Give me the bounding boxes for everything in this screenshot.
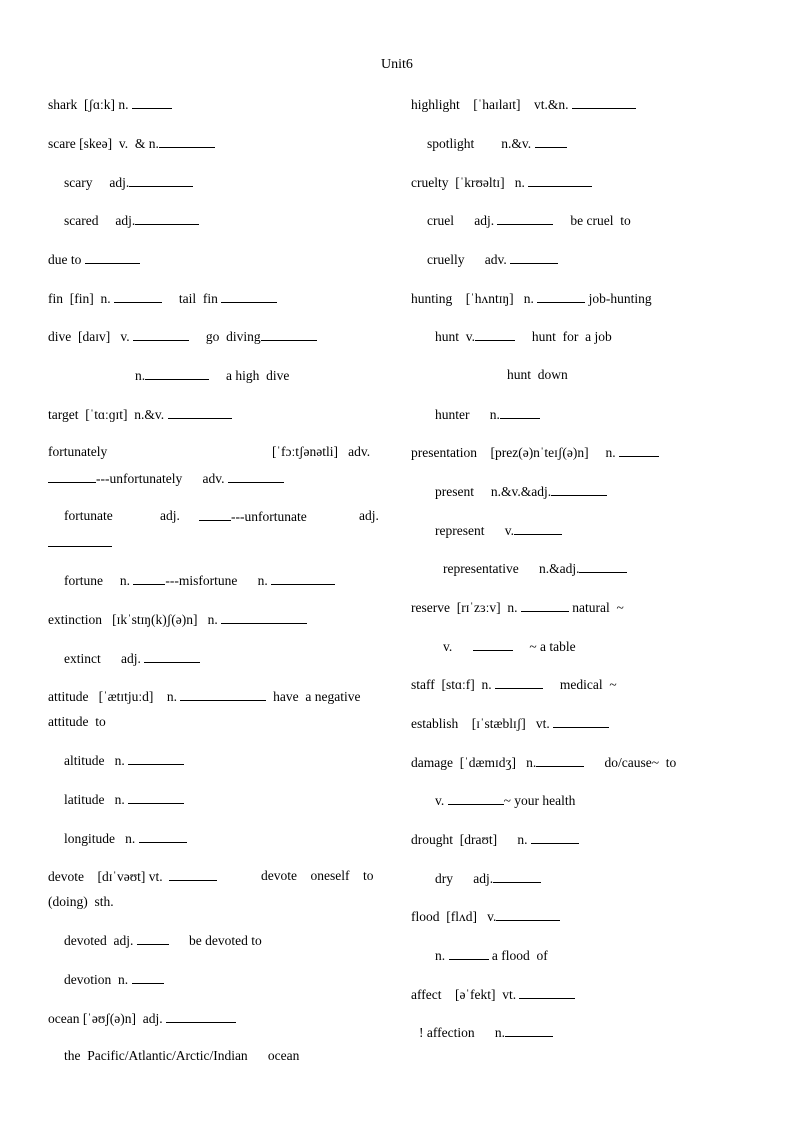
entry-attitude-to xyxy=(48,714,106,730)
entry-text: ---misfortune xyxy=(165,573,238,588)
entry-cruelty xyxy=(411,174,592,191)
answer-blank[interactable] xyxy=(199,508,231,521)
entry-text: v. xyxy=(443,639,453,654)
entry-hunter xyxy=(435,406,540,423)
entry-text: latitude n. xyxy=(64,792,125,807)
entry-text: highlight [ˈhaɪlaɪt] vt.&n. xyxy=(411,97,569,112)
entry-text: ~ your health xyxy=(503,793,576,808)
answer-blank[interactable] xyxy=(495,676,543,689)
entry-text: present n.&v.&adj. xyxy=(435,484,552,499)
entry-text: longitude n. xyxy=(64,831,136,846)
answer-blank[interactable] xyxy=(449,947,489,960)
entry-text: ~ a table xyxy=(529,639,576,654)
entry-text: hunt v. xyxy=(435,329,475,344)
entry-representative xyxy=(443,560,627,577)
entry-fortunately xyxy=(48,444,107,460)
entry-staff xyxy=(411,676,617,693)
entry-text: scare [skeə] v. & n. xyxy=(48,136,159,151)
answer-blank[interactable] xyxy=(531,831,579,844)
entry-extinct xyxy=(64,650,200,667)
answer-blank[interactable] xyxy=(221,611,307,624)
entry-text: n. xyxy=(257,573,268,588)
entry-fortunately-phonetic xyxy=(272,444,370,460)
entry-text: v. xyxy=(435,793,445,808)
entry-text: ! affection n. xyxy=(419,1025,505,1040)
entry-text: staff [stɑːf] n. xyxy=(411,677,492,692)
answer-blank[interactable] xyxy=(114,290,162,303)
entry-text: attitude [ˈætɪtjuːd] n. xyxy=(48,689,177,704)
answer-blank[interactable] xyxy=(144,650,200,663)
entry-text: spotlight n.&v. xyxy=(427,136,532,151)
entry-scared xyxy=(64,212,199,229)
entry-text: fin [fin] n. xyxy=(48,291,111,306)
answer-blank[interactable] xyxy=(129,174,193,187)
answer-blank[interactable] xyxy=(137,932,169,945)
answer-blank[interactable] xyxy=(48,534,112,547)
entry-altitude xyxy=(64,752,184,769)
answer-blank[interactable] xyxy=(159,135,215,148)
entry-text: adj. xyxy=(160,508,180,523)
entry-devote-doing xyxy=(48,894,114,910)
entry-fin xyxy=(48,290,277,307)
entry-text: cruel adj. xyxy=(427,213,495,228)
entry-dry xyxy=(435,870,541,887)
answer-blank[interactable] xyxy=(169,868,217,881)
entry-affect xyxy=(411,986,575,1003)
entry-damage-verb xyxy=(435,792,575,809)
entry-fortune xyxy=(64,572,335,589)
entry-presentation xyxy=(411,444,659,461)
answer-blank[interactable] xyxy=(128,791,184,804)
answer-blank[interactable] xyxy=(180,688,266,701)
answer-blank[interactable] xyxy=(514,522,562,535)
answer-blank[interactable] xyxy=(496,908,560,921)
answer-blank[interactable] xyxy=(139,830,187,843)
entry-text: hunter n. xyxy=(435,407,500,422)
answer-blank[interactable] xyxy=(128,752,184,765)
entry-text: job-hunting xyxy=(588,291,652,306)
answer-blank[interactable] xyxy=(510,251,558,264)
entry-flood xyxy=(411,908,560,925)
entry-text: dive [daɪv] v. xyxy=(48,329,130,344)
entry-scare xyxy=(48,135,215,152)
answer-blank[interactable] xyxy=(135,212,199,225)
entry-damage xyxy=(411,754,676,771)
entry-text: altitude n. xyxy=(64,753,125,768)
answer-blank[interactable] xyxy=(521,599,569,612)
entry-fortunate-adj xyxy=(160,508,180,524)
entry-dive xyxy=(48,328,317,345)
entry-unfortunate-adj xyxy=(359,508,379,524)
answer-blank[interactable] xyxy=(572,96,636,109)
entry-attitude xyxy=(48,688,360,705)
entry-text: damage [ˈdæmɪdʒ] n. xyxy=(411,755,537,770)
entry-affection xyxy=(419,1024,553,1041)
entry-text: attitude to xyxy=(48,714,106,729)
entry-text: a flood of xyxy=(491,948,548,963)
answer-blank[interactable] xyxy=(553,715,609,728)
entry-text: natural ~ xyxy=(572,600,624,615)
answer-blank[interactable] xyxy=(537,290,585,303)
answer-blank[interactable] xyxy=(145,367,209,380)
entry-unfortunate-blank xyxy=(48,534,112,551)
entry-text: due to xyxy=(48,252,82,267)
entry-hunt-down xyxy=(507,367,568,383)
entry-flood-noun xyxy=(435,947,548,964)
entry-text: ---unfortunately xyxy=(96,471,183,486)
entry-due-to xyxy=(48,251,140,268)
entry-drought xyxy=(411,831,579,848)
answer-blank[interactable] xyxy=(132,96,172,109)
entry-highlight xyxy=(411,96,636,113)
entry-devoted xyxy=(64,932,262,949)
entry-text: scary adj. xyxy=(64,175,130,190)
entry-unfortunately xyxy=(48,470,284,487)
answer-blank[interactable] xyxy=(497,212,553,225)
answer-blank[interactable] xyxy=(271,572,335,585)
entry-text: do/cause~ to xyxy=(604,755,677,770)
page-title: Unit6 xyxy=(381,57,413,72)
entry-text: medical ~ xyxy=(559,677,617,692)
answer-blank[interactable] xyxy=(48,470,96,483)
entry-text: fortunately xyxy=(48,444,108,459)
entry-text: target [ˈtɑːɡɪt] n.&v. xyxy=(48,407,165,422)
entry-text: extinction [ɪkˈstɪŋ(k)ʃ(ə)n] n. xyxy=(48,612,218,627)
entry-text: cruelly adv. xyxy=(427,252,507,267)
entry-text: a high dive xyxy=(226,368,290,383)
entry-text: presentation [prez(ə)nˈteɪʃ(ə)n] n. xyxy=(411,445,616,460)
answer-blank[interactable] xyxy=(132,971,164,984)
answer-blank[interactable] xyxy=(551,483,607,496)
entry-text: ocean [ˈəʊʃ(ə)n] adj. xyxy=(48,1011,163,1026)
answer-blank[interactable] xyxy=(261,328,317,341)
entry-spotlight xyxy=(427,135,567,152)
entry-unfortunate xyxy=(199,508,307,525)
entry-text: hunt for a job xyxy=(531,329,612,344)
entry-text: dry adj. xyxy=(435,871,494,886)
answer-blank[interactable] xyxy=(448,792,504,805)
entry-text: fortune n. xyxy=(64,573,130,588)
answer-blank[interactable] xyxy=(505,1024,553,1037)
answer-blank[interactable] xyxy=(500,406,540,419)
entry-text: devote oneself to xyxy=(261,868,374,883)
entry-text: n. xyxy=(135,368,146,383)
entry-hunt xyxy=(435,328,612,345)
entry-devote-oneself xyxy=(261,868,373,884)
answer-blank[interactable] xyxy=(85,251,140,264)
entry-text: adj. xyxy=(359,508,379,523)
answer-blank[interactable] xyxy=(133,572,165,585)
entry-text: scared adj. xyxy=(64,213,136,228)
entry-text: have a negative xyxy=(273,689,361,704)
entry-text: be cruel to xyxy=(570,213,631,228)
entry-present xyxy=(435,483,607,500)
entry-text: [ˈfɔːtʃənətli] adv. xyxy=(272,444,371,459)
entry-cruel xyxy=(427,212,631,229)
entry-text: be devoted to xyxy=(188,933,262,948)
entry-text: tail fin xyxy=(178,291,218,306)
answer-blank[interactable] xyxy=(473,638,513,651)
entry-reserve xyxy=(411,599,624,616)
answer-blank[interactable] xyxy=(536,754,584,767)
answer-blank[interactable] xyxy=(579,560,627,573)
answer-blank[interactable] xyxy=(535,135,567,148)
entry-ocean xyxy=(48,1010,236,1027)
entry-scary xyxy=(64,174,193,191)
entry-fortunate xyxy=(64,508,113,524)
entry-cruelly xyxy=(427,251,558,268)
entry-text: flood [flʌd] v. xyxy=(411,909,497,924)
entry-text: represent v. xyxy=(435,523,514,538)
answer-blank[interactable] xyxy=(519,986,575,999)
entry-text: devote [dɪˈvəʊt] vt. xyxy=(48,869,163,884)
entry-latitude xyxy=(64,791,184,808)
answer-blank[interactable] xyxy=(133,328,189,341)
answer-blank[interactable] xyxy=(168,406,232,419)
entry-shark xyxy=(48,96,172,113)
entry-text: cruelty [ˈkrʊəltɪ] n. xyxy=(411,175,525,190)
entry-longitude xyxy=(64,830,187,847)
entry-text: representative n.&adj. xyxy=(443,561,580,576)
entry-text: adv. xyxy=(202,471,225,486)
entry-devotion xyxy=(64,971,164,988)
entry-devote xyxy=(48,868,217,885)
entry-text: fortunate xyxy=(64,508,113,523)
answer-blank[interactable] xyxy=(166,1010,236,1023)
entry-text: n. xyxy=(435,948,446,963)
answer-blank[interactable] xyxy=(228,470,284,483)
entry-text: reserve [rɪˈzɜːv] n. xyxy=(411,600,518,615)
entry-text: ---unfortunate xyxy=(231,509,307,524)
answer-blank[interactable] xyxy=(221,290,277,303)
entry-text: go diving xyxy=(205,329,261,344)
entry-text: devotion n. xyxy=(64,972,129,987)
entry-text: the Pacific/Atlantic/Arctic/Indian ocean xyxy=(64,1048,300,1063)
entry-oceans xyxy=(64,1048,299,1064)
entry-establish xyxy=(411,715,609,732)
entry-text: affect [əˈfekt] vt. xyxy=(411,987,517,1002)
answer-blank[interactable] xyxy=(619,444,659,457)
entry-text: establish [ɪˈstæblɪʃ] vt. xyxy=(411,716,550,731)
entry-extinction xyxy=(48,611,307,628)
entry-text: devoted adj. xyxy=(64,933,134,948)
entry-text: drought [draʊt] n. xyxy=(411,832,528,847)
entry-text: hunt down xyxy=(507,367,568,382)
answer-blank[interactable] xyxy=(528,174,592,187)
entry-text: shark [ʃɑːk] n. xyxy=(48,97,129,112)
entry-target xyxy=(48,406,232,423)
entry-hunting xyxy=(411,290,652,307)
answer-blank[interactable] xyxy=(493,870,541,883)
entry-text: (doing) sth. xyxy=(48,894,114,909)
entry-text: extinct adj. xyxy=(64,651,141,666)
entry-dive-noun xyxy=(135,367,289,384)
entry-represent xyxy=(435,522,562,539)
entry-text: hunting [ˈhʌntɪŋ] n. xyxy=(411,291,534,306)
entry-reserve-verb xyxy=(443,638,576,655)
answer-blank[interactable] xyxy=(475,328,515,341)
